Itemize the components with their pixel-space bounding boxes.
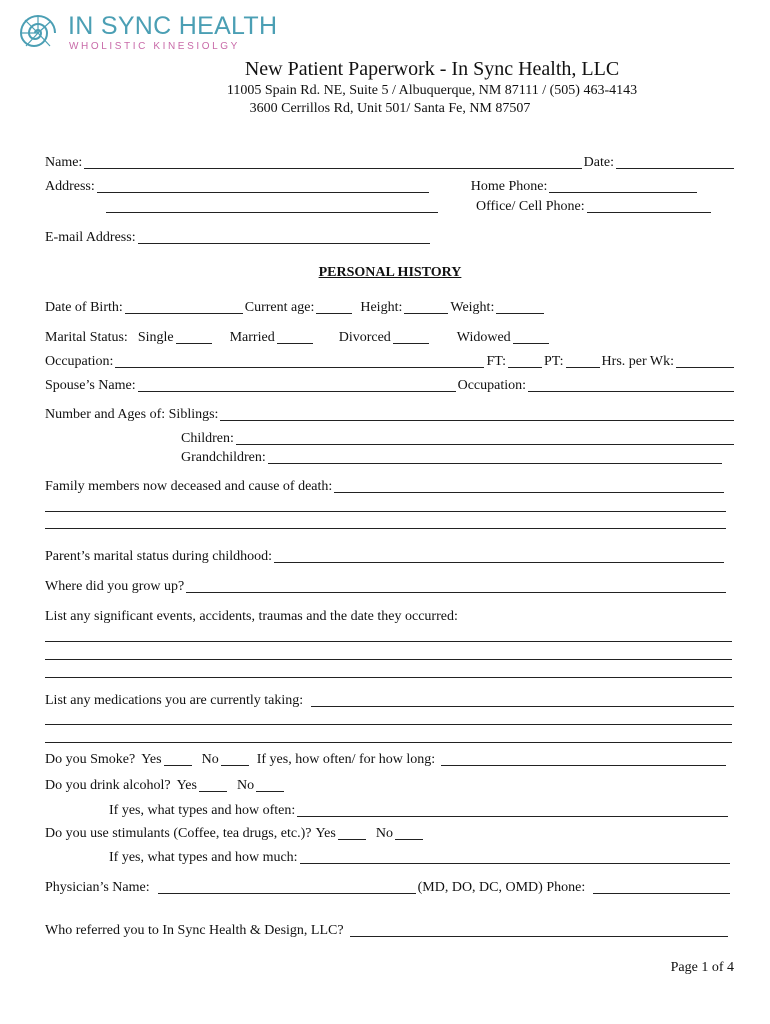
- ft-field[interactable]: [508, 352, 542, 368]
- siblings-field[interactable]: [220, 405, 734, 421]
- smoke-yes-field[interactable]: [164, 750, 192, 766]
- siblings-row: [45, 403, 736, 423]
- stimulants-types-label: If yes, what types and how much:: [109, 850, 298, 865]
- alcohol-no-label: No: [236, 778, 255, 793]
- ft-label: FT:: [486, 354, 507, 369]
- events-row: [45, 605, 736, 625]
- email-field[interactable]: [138, 228, 430, 244]
- height-field[interactable]: [404, 298, 448, 314]
- occupation-label: Occupation:: [45, 354, 114, 369]
- parents-label: Parent’s marital status during childhood:: [45, 549, 273, 564]
- events-line-1[interactable]: [45, 641, 732, 642]
- smoke-row: [45, 748, 728, 768]
- stimulants-no-label: No: [375, 826, 393, 841]
- alcohol-types-row: [109, 799, 730, 819]
- address-field-2[interactable]: [106, 197, 438, 213]
- marital-label: Marital Status:: [45, 330, 128, 345]
- office-phone-field[interactable]: [587, 197, 711, 213]
- siblings-label: Number and Ages of: Siblings:: [45, 407, 219, 422]
- email-row: [45, 226, 736, 246]
- spouse-label: Spouse’s Name:: [45, 378, 136, 393]
- nautilus-shell-icon: [14, 12, 62, 54]
- name-row: [45, 151, 736, 171]
- smoke-no-field[interactable]: [221, 750, 249, 766]
- office-phone-label: Office/ Cell Phone:: [476, 199, 585, 214]
- dob-row: [45, 296, 736, 316]
- hours-label: Hrs. per Wk:: [601, 354, 674, 369]
- divorced-label: Divorced: [338, 330, 391, 345]
- weight-label: Weight:: [450, 300, 495, 315]
- smoke-how-label: If yes, how often/ for how long:: [256, 752, 436, 767]
- stimulants-yes-field[interactable]: [338, 824, 366, 840]
- events-line-3[interactable]: [45, 677, 732, 678]
- stimulants-types-row: [109, 846, 732, 866]
- medications-line-3[interactable]: [45, 742, 732, 743]
- parents-row: [45, 545, 726, 565]
- events-label: List any significant events, accidents, traumas and the date they occurred:: [45, 609, 458, 624]
- alcohol-no-field[interactable]: [256, 776, 284, 792]
- grew-up-label: Where did you grow up?: [45, 579, 185, 594]
- widowed-field[interactable]: [513, 328, 549, 344]
- alcohol-row: [45, 774, 736, 794]
- dob-field[interactable]: [125, 298, 243, 314]
- alcohol-yes-label: Yes: [176, 778, 197, 793]
- address-line-2: 3600 Cerrillos Rd, Unit 501/ Santa Fe, NM 87507: [249, 101, 531, 116]
- physician-field[interactable]: [158, 878, 416, 894]
- referred-row: [45, 919, 730, 939]
- spouse-row: [45, 374, 736, 394]
- single-field[interactable]: [176, 328, 212, 344]
- date-field[interactable]: [616, 153, 734, 169]
- page-number: Page 1 of 4: [670, 960, 734, 975]
- home-phone-field[interactable]: [549, 177, 697, 193]
- grandchildren-row: [181, 446, 724, 466]
- children-field[interactable]: [236, 429, 734, 445]
- medications-row: [45, 689, 736, 709]
- spouse-occupation-field[interactable]: [528, 376, 734, 392]
- stimulants-yes-label: Yes: [315, 826, 336, 841]
- stimulants-types-field[interactable]: [300, 848, 730, 864]
- alcohol-label: Do you drink alcohol?: [45, 778, 171, 793]
- alcohol-types-label: If yes, what types and how often:: [109, 803, 296, 818]
- referred-field[interactable]: [350, 921, 728, 937]
- deceased-label: Family members now deceased and cause of death:: [45, 479, 333, 494]
- deceased-line-3[interactable]: [45, 528, 726, 529]
- parents-field[interactable]: [274, 547, 724, 563]
- stimulants-no-field[interactable]: [395, 824, 423, 840]
- spouse-field[interactable]: [138, 376, 456, 392]
- email-label: E-mail Address:: [45, 230, 136, 245]
- dob-label: Date of Birth:: [45, 300, 123, 315]
- pt-field[interactable]: [566, 352, 600, 368]
- married-label: Married: [229, 330, 275, 345]
- divorced-field[interactable]: [393, 328, 429, 344]
- married-field[interactable]: [277, 328, 313, 344]
- stimulants-row: [45, 822, 736, 842]
- deceased-line-2[interactable]: [45, 511, 726, 512]
- medications-field[interactable]: [311, 691, 734, 707]
- name-field[interactable]: [84, 153, 581, 169]
- age-field[interactable]: [316, 298, 352, 314]
- brand-name: IN SYNC HEALTH: [68, 12, 278, 40]
- alcohol-yes-field[interactable]: [199, 776, 227, 792]
- address-field[interactable]: [97, 177, 429, 193]
- physician-phone-field[interactable]: [593, 878, 730, 894]
- home-phone-label: Home Phone:: [470, 179, 548, 194]
- physician-row: [45, 876, 732, 896]
- widowed-label: Widowed: [456, 330, 511, 345]
- grandchildren-label: Grandchildren:: [181, 450, 266, 465]
- grew-up-row: [45, 575, 728, 595]
- marital-row: [45, 326, 736, 346]
- deceased-row: [45, 475, 726, 495]
- grandchildren-field[interactable]: [268, 448, 722, 464]
- children-row: [181, 427, 736, 447]
- children-label: Children:: [181, 431, 234, 446]
- brand-tagline: WHOLISTIC KINESIOLGY: [69, 41, 240, 52]
- personal-history-heading: PERSONAL HISTORY: [318, 265, 462, 280]
- smoke-label: Do you Smoke?: [45, 752, 136, 767]
- date-label: Date:: [583, 155, 614, 170]
- address-line-1: 11005 Spain Rd. NE, Suite 5 / Albuquerque, NM 87111 / (505) 463-4143: [226, 83, 638, 98]
- page-title: New Patient Paperwork - In Sync Health, LLC: [244, 58, 620, 80]
- smoke-no-label: No: [201, 752, 219, 767]
- physician-phone-label: (MD, DO, DC, OMD) Phone:: [417, 880, 586, 895]
- alcohol-types-field[interactable]: [297, 801, 728, 817]
- stimulants-label: Do you use stimulants (Coffee, tea drugs, etc.)?: [45, 826, 312, 841]
- deceased-field[interactable]: [334, 477, 724, 493]
- grew-up-field[interactable]: [186, 577, 726, 593]
- occupation-row: [45, 350, 736, 370]
- pt-label: PT:: [544, 354, 564, 369]
- address-row: [45, 175, 736, 195]
- smoke-how-field[interactable]: [441, 750, 726, 766]
- height-label: Height:: [360, 300, 403, 315]
- events-line-2[interactable]: [45, 659, 732, 660]
- single-label: Single: [137, 330, 174, 345]
- medications-label: List any medications you are currently taking:: [45, 693, 304, 708]
- hours-field[interactable]: [676, 352, 734, 368]
- address-label: Address:: [45, 179, 95, 194]
- medications-line-2[interactable]: [45, 724, 732, 725]
- address-row-2: [45, 195, 736, 215]
- spouse-occupation-label: Occupation:: [457, 378, 527, 393]
- weight-field[interactable]: [496, 298, 544, 314]
- name-label: Name:: [45, 155, 83, 170]
- age-label: Current age:: [244, 300, 315, 315]
- smoke-yes-label: Yes: [141, 752, 162, 767]
- occupation-field[interactable]: [115, 352, 484, 368]
- physician-label: Physician’s Name:: [45, 880, 150, 895]
- referred-label: Who referred you to In Sync Health & Design, LLC?: [45, 923, 344, 938]
